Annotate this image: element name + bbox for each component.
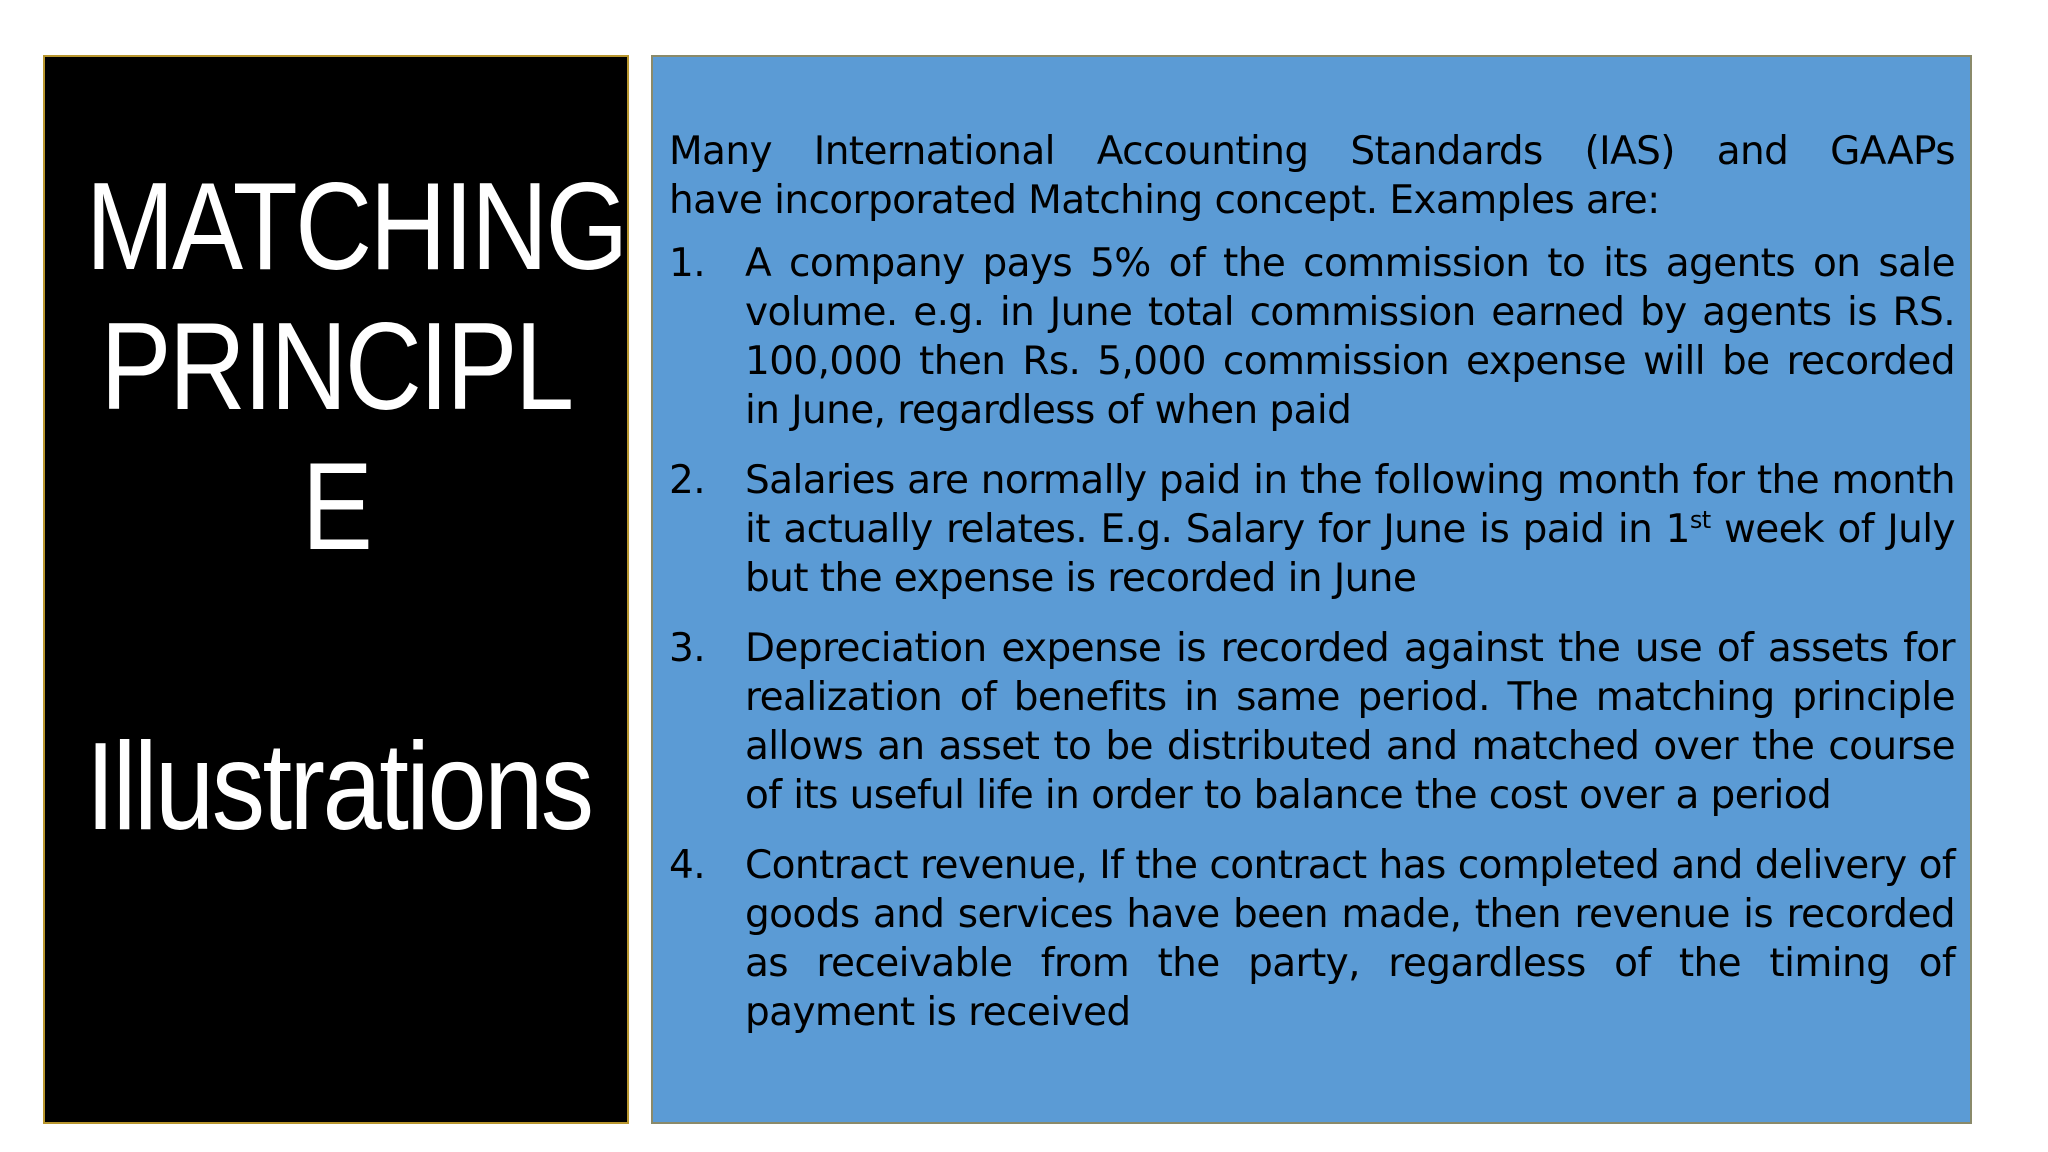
title-line-3: E bbox=[301, 438, 371, 576]
list-item bbox=[669, 624, 1955, 820]
intro-line-2: have incorporated Matching concept. Examples are: bbox=[669, 178, 1660, 223]
title-panel bbox=[43, 55, 629, 1124]
list-item bbox=[669, 456, 1955, 603]
list-item-text-before: Salaries are normally paid in the following month for the month it actually relates. E.g. Salary for June is paid in 1 bbox=[745, 458, 1955, 552]
list-item-text: Contract revenue, If the contract has completed and delivery of goods and services have been made, then revenue is recorded as receivable from the party, regardless of the timing of payment is received bbox=[745, 843, 1955, 1035]
content-body bbox=[669, 127, 1955, 1058]
title-spacer bbox=[86, 577, 587, 717]
ordinal-superscript: st bbox=[1689, 506, 1711, 534]
list-item bbox=[669, 841, 1955, 1037]
list-item-number: 2. bbox=[669, 458, 706, 503]
list-item-number: 1. bbox=[669, 241, 706, 286]
list-item-text-after: week of July but the expense is recorded in June bbox=[745, 507, 1955, 601]
intro-paragraph bbox=[669, 127, 1955, 225]
title-subtitle: Illustrations bbox=[85, 718, 592, 856]
intro-line-1: Many International Accounting Standards (IAS) and GAAPs bbox=[669, 129, 1955, 174]
list-item-text: Depreciation expense is recorded against the use of assets for realization of benefits in same period. The matching principle allows an asset to be distributed and matched over the course of its useful life in order to balance the cost over a period bbox=[745, 626, 1955, 818]
examples-list bbox=[669, 239, 1955, 1037]
list-item bbox=[669, 239, 1955, 435]
list-item-number: 4. bbox=[669, 843, 706, 888]
title-line-2: PRINCIPL bbox=[100, 298, 572, 436]
slide-title bbox=[85, 157, 626, 857]
list-item-text: A company pays 5% of the commission to its agents on sale volume. e.g. in June total commission earned by agents is RS. 100,000 then Rs. 5,000 commission expense will be recorded in June, regardless of when paid bbox=[745, 241, 1955, 433]
content-panel bbox=[651, 55, 1972, 1124]
title-line-1: MATCHING bbox=[85, 158, 626, 296]
list-item-number: 3. bbox=[669, 626, 706, 671]
